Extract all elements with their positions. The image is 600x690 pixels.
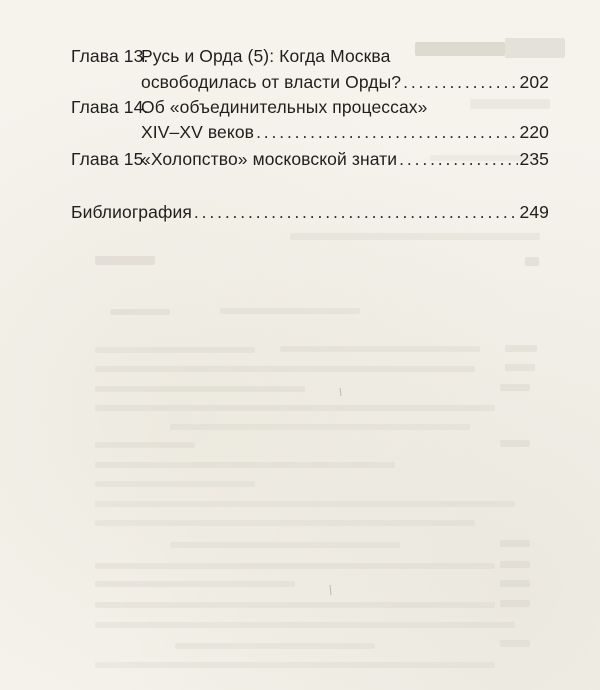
toc-entry-chapter-13-continued[interactable] (71, 71, 549, 93)
bibliography-title: Библиография (71, 202, 192, 222)
chapter-number: Глава 13. (71, 46, 149, 66)
toc-entry-chapter-13[interactable] (71, 45, 549, 67)
dot-leader (403, 71, 517, 93)
page-number: 249 (519, 202, 549, 222)
toc-entry-bibliography[interactable] (71, 201, 549, 223)
chapter-title: Об «объединительных процессах» (141, 97, 428, 117)
dot-leader (256, 121, 517, 143)
page-number: 220 (519, 122, 549, 142)
chapter-number: Глава 15. (71, 149, 149, 169)
toc-entry-chapter-14-continued[interactable] (71, 121, 549, 143)
chapter-title: освободилась от власти Орды? (141, 72, 402, 92)
chapter-number: Глава 14. (71, 97, 149, 117)
chapter-title: XIV–XV веков (141, 122, 255, 142)
dot-leader (194, 201, 518, 223)
toc-entry-chapter-15[interactable] (71, 148, 549, 170)
chapter-title: Русь и Орда (5): Когда Москва (141, 46, 391, 66)
page-number: 202 (519, 72, 549, 92)
page-number: 235 (519, 149, 549, 169)
chapter-title: «Холопство» московской знати (141, 149, 398, 169)
dot-leader (399, 148, 517, 170)
toc-entry-chapter-14[interactable] (71, 96, 549, 118)
